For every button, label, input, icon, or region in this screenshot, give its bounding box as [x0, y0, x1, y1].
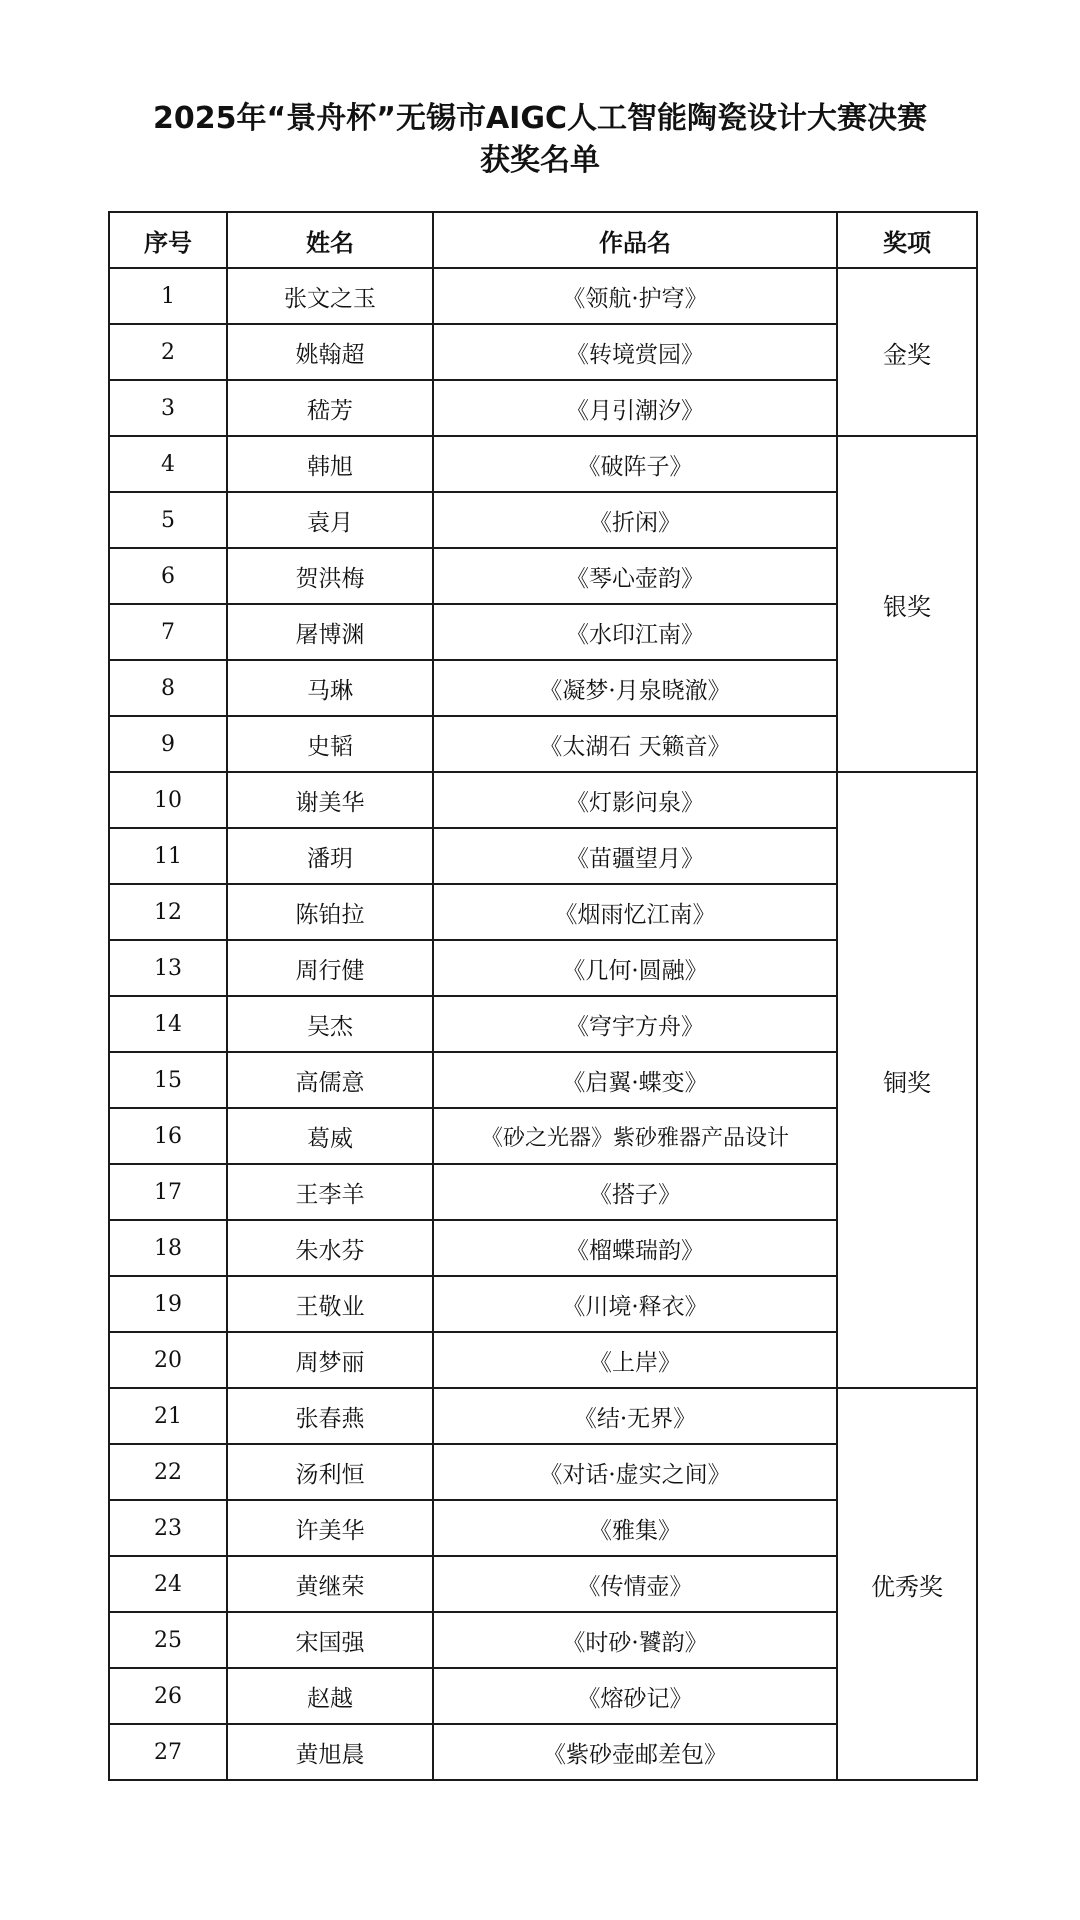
row-index-cell: 18	[109, 1220, 227, 1276]
winner-name-cell: 汤利恒	[227, 1444, 433, 1500]
award-table	[108, 211, 978, 1781]
row-index-cell: 4	[109, 436, 227, 492]
work-title-cell: 《转境赏园》	[433, 324, 837, 380]
winner-name-cell: 嵇芳	[227, 380, 433, 436]
winner-name-cell: 周梦丽	[227, 1332, 433, 1388]
table-header-row	[109, 212, 977, 268]
header-work: 作品名	[433, 212, 837, 268]
award-level-cell: 银奖	[837, 436, 977, 772]
row-index-cell: 17	[109, 1164, 227, 1220]
winner-name-cell: 陈铂拉	[227, 884, 433, 940]
winner-name-cell: 马琳	[227, 660, 433, 716]
winner-name-cell: 许美华	[227, 1500, 433, 1556]
winner-name-cell: 高儒意	[227, 1052, 433, 1108]
row-index-cell: 23	[109, 1500, 227, 1556]
winner-name-cell: 黄继荣	[227, 1556, 433, 1612]
row-index-cell: 27	[109, 1724, 227, 1780]
row-index-cell: 26	[109, 1668, 227, 1724]
row-index-cell: 22	[109, 1444, 227, 1500]
table-body	[109, 268, 977, 1780]
row-index-cell: 14	[109, 996, 227, 1052]
work-title-cell: 《月引潮汐》	[433, 380, 837, 436]
work-title-cell: 《结·无界》	[433, 1388, 837, 1444]
winner-name-cell: 潘玥	[227, 828, 433, 884]
row-index-cell: 12	[109, 884, 227, 940]
work-title-cell: 《启翼·蝶变》	[433, 1052, 837, 1108]
work-title-cell: 《川境·释衣》	[433, 1276, 837, 1332]
winner-name-cell: 王李羊	[227, 1164, 433, 1220]
row-index-cell: 15	[109, 1052, 227, 1108]
work-title-cell: 《雅集》	[433, 1500, 837, 1556]
row-index-cell: 7	[109, 604, 227, 660]
title-line-2: 获奖名单	[480, 143, 600, 178]
row-index-cell: 10	[109, 772, 227, 828]
winner-name-cell: 张春燕	[227, 1388, 433, 1444]
winner-name-cell: 吴杰	[227, 996, 433, 1052]
work-title-cell: 《领航·护穹》	[433, 268, 837, 324]
winner-name-cell: 朱水芬	[227, 1220, 433, 1276]
row-index-cell: 16	[109, 1108, 227, 1164]
table-row	[109, 436, 977, 492]
work-title-cell: 《琴心壶韵》	[433, 548, 837, 604]
work-title-cell: 《紫砂壶邮差包》	[433, 1724, 837, 1780]
winner-name-cell: 袁月	[227, 492, 433, 548]
row-index-cell: 20	[109, 1332, 227, 1388]
work-title-cell: 《砂之光器》紫砂雅器产品设计	[433, 1108, 837, 1164]
title-line-1: 2025年“景舟杯”无锡市AIGC人工智能陶瓷设计大赛决赛	[153, 101, 927, 136]
work-title-cell: 《太湖石 天籁音》	[433, 716, 837, 772]
winner-name-cell: 王敬业	[227, 1276, 433, 1332]
row-index-cell: 21	[109, 1388, 227, 1444]
row-index-cell: 6	[109, 548, 227, 604]
work-title-cell: 《灯影问泉》	[433, 772, 837, 828]
row-index-cell: 24	[109, 1556, 227, 1612]
work-title-cell: 《对话·虚实之间》	[433, 1444, 837, 1500]
document-title	[0, 98, 1080, 182]
row-index-cell: 8	[109, 660, 227, 716]
row-index-cell: 5	[109, 492, 227, 548]
winner-name-cell: 黄旭晨	[227, 1724, 433, 1780]
winner-name-cell: 葛威	[227, 1108, 433, 1164]
header-award: 奖项	[837, 212, 977, 268]
work-title-cell: 《熔砂记》	[433, 1668, 837, 1724]
winner-name-cell: 赵越	[227, 1668, 433, 1724]
row-index-cell: 3	[109, 380, 227, 436]
work-title-cell: 《时砂·饕韵》	[433, 1612, 837, 1668]
work-title-cell: 《传情壶》	[433, 1556, 837, 1612]
work-title-cell: 《凝梦·月泉晓澈》	[433, 660, 837, 716]
winner-name-cell: 周行健	[227, 940, 433, 996]
row-index-cell: 19	[109, 1276, 227, 1332]
row-index-cell: 2	[109, 324, 227, 380]
work-title-cell: 《搭子》	[433, 1164, 837, 1220]
work-title-cell: 《破阵子》	[433, 436, 837, 492]
award-level-cell: 金奖	[837, 268, 977, 436]
row-index-cell: 9	[109, 716, 227, 772]
winner-name-cell: 屠博渊	[227, 604, 433, 660]
award-level-cell: 铜奖	[837, 772, 977, 1388]
row-index-cell: 11	[109, 828, 227, 884]
row-index-cell: 1	[109, 268, 227, 324]
row-index-cell: 13	[109, 940, 227, 996]
work-title-cell: 《榴蝶瑞韵》	[433, 1220, 837, 1276]
table-row	[109, 1388, 977, 1444]
header-index: 序号	[109, 212, 227, 268]
work-title-cell: 《折闲》	[433, 492, 837, 548]
work-title-cell: 《穹宇方舟》	[433, 996, 837, 1052]
winner-name-cell: 贺洪梅	[227, 548, 433, 604]
table-row	[109, 268, 977, 324]
work-title-cell: 《苗疆望月》	[433, 828, 837, 884]
header-name: 姓名	[227, 212, 433, 268]
row-index-cell: 25	[109, 1612, 227, 1668]
work-title-cell: 《上岸》	[433, 1332, 837, 1388]
award-level-cell: 优秀奖	[837, 1388, 977, 1780]
winner-name-cell: 张文之玉	[227, 268, 433, 324]
winner-name-cell: 韩旭	[227, 436, 433, 492]
winner-name-cell: 谢美华	[227, 772, 433, 828]
winner-name-cell: 宋国强	[227, 1612, 433, 1668]
work-title-cell: 《水印江南》	[433, 604, 837, 660]
winner-name-cell: 史韬	[227, 716, 433, 772]
work-title-cell: 《烟雨忆江南》	[433, 884, 837, 940]
winner-name-cell: 姚翰超	[227, 324, 433, 380]
work-title-cell: 《几何·圆融》	[433, 940, 837, 996]
table-row	[109, 772, 977, 828]
